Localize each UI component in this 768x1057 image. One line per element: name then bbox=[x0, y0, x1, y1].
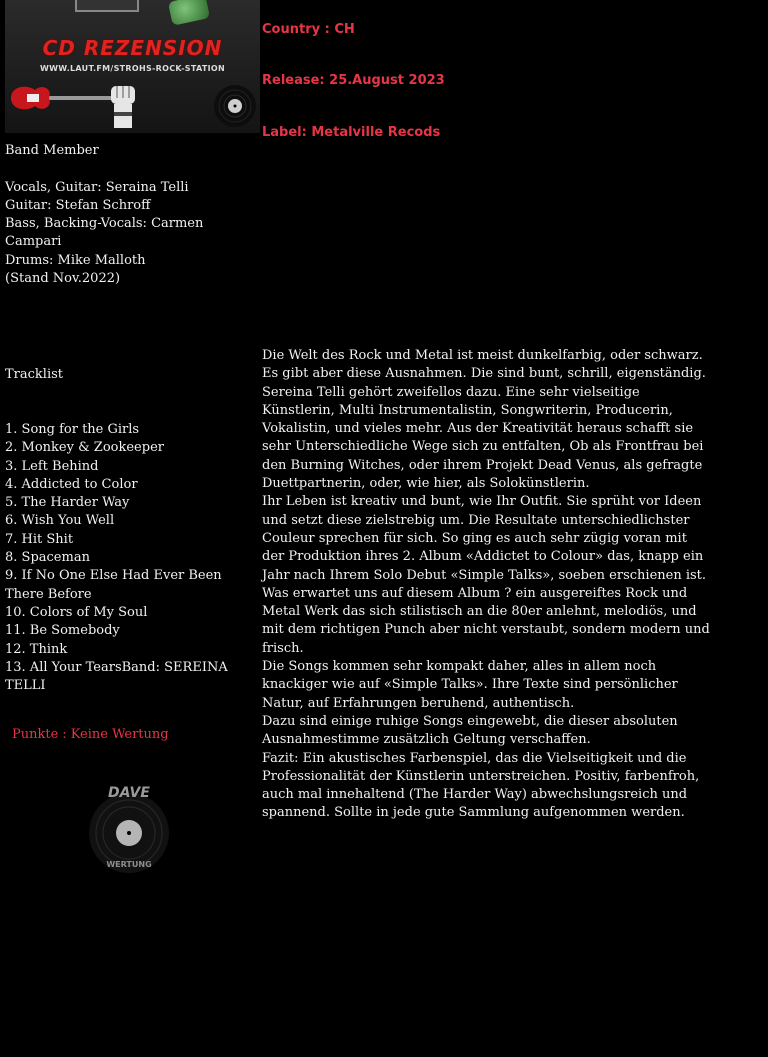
lineup-member: Bass, Backing-Vocals: Carmen Campari bbox=[5, 216, 204, 250]
review-paragraph: Was erwartet uns auf diesem Album ? ein ausgereiftes Rock und Metal Werk das sich stilistisch an die 80er anlehnt, melodiös, und mit dem richtigen Punch aber nicht verstaubt, sondern modern und frisch. bbox=[262, 585, 710, 656]
score-separator: : bbox=[62, 727, 67, 742]
rating-logo-top-text: DAVE bbox=[108, 785, 150, 801]
banner-frame-shape bbox=[75, 0, 139, 12]
review-paragraph: Die Welt des Rock und Metal ist meist dunkelfarbig, oder schwarz. Es gibt aber diese Ausnahmen. Die sind bunt, schrill, eigenständig. Sereina Telli gehört zweifellos dazu. Eine sehr vielseitige Künstlerin, Multi Instrumentalistin, Songwriterin, Producerin, Vokalistin, und vieles mehr. Aus der Kreativität heraus schafft sie sehr Unterschiedliche Wege sich zu entfalten, Ob als Frontfrau bei den Burning Witches, oder ihrem Projekt Dead Venus, als gefragte Duettpartnerin, oder, wie hier, als Solokünstlerin. bbox=[262, 348, 706, 492]
lineup-member: Guitar: Stefan Schroff bbox=[5, 197, 151, 213]
review-paragraph: Ihr Leben ist kreativ und bunt, wie Ihr Outfit. Sie sprüht vor Ideen und setzt diese zielstrebig um. Die Resultate unterschiedlichster Couleur sprechen für sich. So ging es auch sehr zügig voran mit der Produktion ihres 2. Album «Addictet to Colour» das, knapp ein Jahr nach Ihrem Solo Debut «Simple Talks», soeben erschienen ist. bbox=[262, 494, 707, 583]
record-label: Label: Metalville Recods bbox=[262, 125, 441, 140]
review-paragraph: Dazu sind einige ruhige Songs eingewebt, die dieser absoluten Ausnahmestimme zusätzlich Geltung verschaffen. bbox=[262, 713, 678, 748]
review-body bbox=[262, 347, 710, 823]
track-item: 2. Monkey & Zookeeper bbox=[5, 440, 164, 456]
banner-title: CD REZENSION bbox=[42, 36, 223, 60]
review-paragraph: Fazit: Ein akustisches Farbenspiel, das die Vielseitigkeit und die Professionalität der Künstlerin unterstreichen. Positiv, farbenfroh, auch mal innehaltend (The Harder Way) abwechslungsreich und spannend. Sollte in jede gute Sammlung aufgenommen werden. bbox=[262, 750, 700, 821]
rating-logo-bottom-text: WERTUNG bbox=[106, 860, 152, 869]
vinyl-record-icon bbox=[213, 84, 257, 128]
track-item: 7. Hit Shit bbox=[5, 531, 74, 547]
lineup-date-note: (Stand Nov.2022) bbox=[5, 271, 121, 287]
track-item: 5. The Harder Way bbox=[5, 495, 130, 511]
track-item: 1. Song for the Girls bbox=[5, 422, 140, 437]
track-item: 11. Be Somebody bbox=[5, 623, 120, 639]
score-value: Keine Wertung bbox=[70, 727, 169, 742]
tracklist-heading: Tracklist bbox=[5, 367, 64, 382]
review-paragraph: Die Songs kommen sehr kompakt daher, alles in allem noch knackiger wie auf «Simple Talks». Ihre Texte sind persönlicher Natur, auf Erfahrungen beruhend, authentisch. bbox=[262, 659, 678, 711]
track-item: 8. Spaceman bbox=[5, 550, 90, 566]
track-item: 13. All Your TearsBand: SEREINA TELLI bbox=[5, 659, 228, 694]
band-lineup bbox=[5, 142, 255, 288]
rating-vinyl-logo bbox=[84, 778, 174, 878]
track-item: 4. Addicted to Color bbox=[5, 476, 138, 492]
track-item: 10. Colors of My Soul bbox=[5, 604, 148, 620]
rating-score bbox=[12, 727, 169, 742]
cd-review-banner bbox=[5, 0, 260, 133]
track-item: 12. Think bbox=[5, 641, 68, 657]
banner-badge-shape bbox=[168, 0, 210, 26]
score-label: Punkte bbox=[12, 727, 59, 742]
track-item: 3. Left Behind bbox=[5, 458, 99, 474]
track-item: 6. Wish You Well bbox=[5, 513, 115, 529]
track-item: 9. If No One Else Had Ever Been There Before bbox=[5, 568, 222, 602]
tracklist bbox=[5, 421, 255, 695]
lineup-heading: Band Member bbox=[5, 143, 99, 158]
lineup-member: Vocals, Guitar: Seraina Telli bbox=[5, 179, 189, 195]
country-info: Country : CH bbox=[262, 22, 355, 37]
release-date: Release: 25.August 2023 bbox=[262, 73, 445, 88]
banner-url: WWW.LAUT.FM/STROHS-ROCK-STATION bbox=[39, 64, 226, 73]
lineup-member: Drums: Mike Malloth bbox=[5, 252, 146, 268]
fist-icon bbox=[105, 82, 141, 128]
